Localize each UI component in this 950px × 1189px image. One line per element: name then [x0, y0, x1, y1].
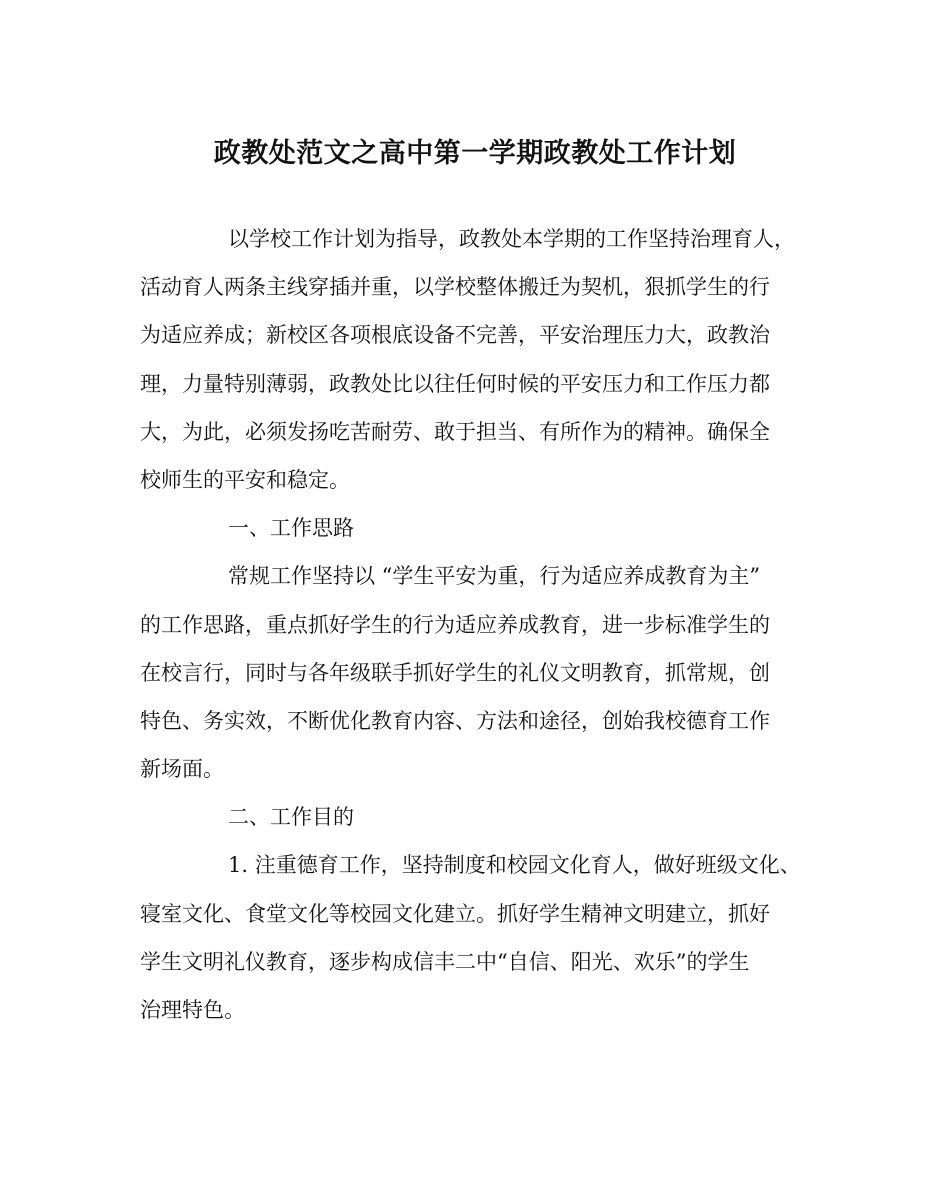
text-line: 一、工作思路	[228, 516, 354, 541]
document-title: 政教处范文之高中第一学期政教处工作计划	[213, 138, 737, 169]
text-line: 学生文明礼仪教育，逐步构成信丰二中“自信、阳光、欢乐”的学生	[140, 949, 750, 974]
text-line: 治理特色。	[140, 998, 245, 1022]
text-line: 的工作思路，重点抓好学生的行为适应养成教育，进一步标准学生的	[140, 612, 770, 637]
text-line: 特色、务实效，不断优化教育内容、方法和途径，创始我校德育工作	[140, 708, 770, 733]
text-line: 常规工作坚持以 “学生平安为重，行为适应养成教育为主”	[228, 564, 761, 589]
text-line: 寝室文化、食堂文化等校园文化建立。抓好学生精神文明建立，抓好	[140, 901, 770, 926]
text-line: 大，为此，必须发扬吃苦耐劳、敢于担当、有所作为的精神。确保全	[140, 419, 770, 444]
text-line: 活动育人两条主线穿插并重，以学校整体搬迁为契机，狠抓学生的行	[140, 275, 770, 300]
text-line: 1. 注重德育工作，坚持制度和校园文化育人，做好班级文化、	[228, 853, 801, 878]
text-line: 以学校工作计划为指导，政教处本学期的工作坚持治理育人，	[228, 227, 795, 251]
document-body	[140, 215, 830, 1034]
text-line: 理，力量特别薄弱，政教处比以往任何时候的平安压力和工作压力都	[140, 371, 770, 396]
text-line: 新场面。	[140, 757, 224, 782]
text-line: 在校言行，同时与各年级联手抓好学生的礼仪文明教育，抓常规，创	[140, 660, 770, 685]
text-line: 为适应养成；新校区各项根底设备不完善，平安治理压力大，政教治	[140, 323, 770, 348]
text-line: 二、工作目的	[228, 805, 354, 830]
text-line: 校师生的平安和稳定。	[140, 467, 350, 492]
